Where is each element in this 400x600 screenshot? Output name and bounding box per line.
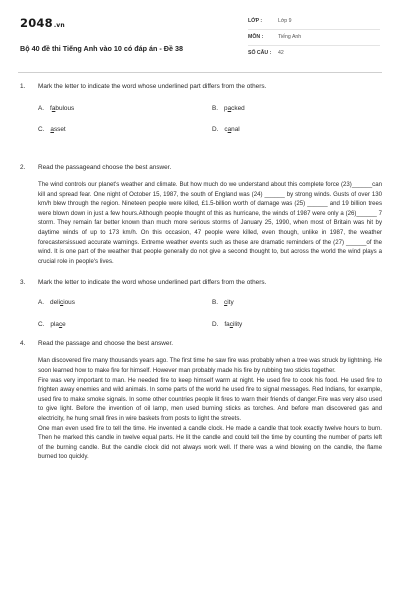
underlined-part: c xyxy=(229,321,233,329)
option-d[interactable] xyxy=(212,126,240,133)
underlined-part: c xyxy=(60,299,64,307)
meta-row-class xyxy=(248,14,380,30)
meta-value: Tiếng Anh xyxy=(278,34,302,40)
word-part: pla xyxy=(50,321,59,329)
option-b[interactable] xyxy=(212,299,234,306)
underlined-part: a xyxy=(227,126,232,133)
header-divider xyxy=(18,72,382,73)
underlined-part: a xyxy=(227,105,232,112)
option-c[interactable] xyxy=(38,126,66,133)
meta-row-count xyxy=(248,46,380,62)
word-part: p xyxy=(224,105,228,112)
option-letter: D. xyxy=(212,126,219,133)
option-letter: A. xyxy=(38,105,45,112)
word-part: ious xyxy=(63,299,75,307)
meta-row-subject xyxy=(248,30,380,46)
question-prompt: Mark the letter to indicate the word whose underlined part differs from the others. xyxy=(38,279,267,287)
site-logo[interactable] xyxy=(20,16,65,30)
document-title: Bộ 40 đề thi Tiếng Anh vào 10 có đáp án - Đề 38 xyxy=(20,44,183,53)
question-number: 1. xyxy=(20,83,26,90)
word-part: nal xyxy=(231,126,240,133)
word-part: ility xyxy=(232,321,243,329)
meta-key: MÔN : xyxy=(248,34,264,40)
word-part: deli xyxy=(50,299,60,307)
question-1 xyxy=(20,82,382,91)
meta-table xyxy=(248,14,380,62)
option-letter: D. xyxy=(212,321,219,329)
option-c[interactable] xyxy=(38,321,66,328)
underlined-part: a xyxy=(50,126,54,133)
option-letter: C. xyxy=(38,126,45,133)
meta-key: SỐ CÂU : xyxy=(248,50,272,56)
word-part: f xyxy=(50,105,52,112)
option-a[interactable] xyxy=(38,299,75,306)
option-letter: B. xyxy=(212,105,219,112)
option-a[interactable] xyxy=(38,105,74,112)
word-part: bulous xyxy=(55,105,75,112)
reading-passage xyxy=(20,356,382,462)
option-letter: A. xyxy=(38,299,45,307)
question-3-options xyxy=(20,287,382,333)
option-b[interactable] xyxy=(212,105,245,112)
document-header xyxy=(20,14,380,66)
passage-paragraph: Fire was very important to man. He needed fire to keep himself warm at night. He used fire to cook his food. He used fire to frighten away enemies and wild animals. In some parts of the world he used fire to signal messages. Red Indians, for example, used fire to make smoke signals. In some other countries people lit fires to warn their friends of danger.Fire was very also used to give light. Before the invention of oil lamp, men used burning sticks as torches. And before man discovered gas and electricity, he hung small fires in wire baskets from posts to light the streets. xyxy=(38,376,382,422)
meta-key: LỚP : xyxy=(248,18,263,24)
question-number: 4. xyxy=(20,340,26,348)
option-letter: B. xyxy=(212,299,219,307)
logo-main: 2048 xyxy=(20,16,53,30)
question-number: 2. xyxy=(20,164,26,171)
word-part: sset xyxy=(53,126,66,133)
meta-value: Lớp 9 xyxy=(278,18,292,24)
option-d[interactable] xyxy=(212,321,242,328)
question-prompt: Read the passage and choose the best answer. xyxy=(38,340,174,348)
passage-paragraph: Man discovered fire many thousands years ago. The first time he saw fire was probably when a tree was struck by lightning. He soon learned how to make fire for himself. However man probably made his fire by rubbing two sticks together. xyxy=(38,357,382,374)
underlined-part: c xyxy=(58,321,63,329)
underlined-part: c xyxy=(224,299,228,307)
word-part: cked xyxy=(231,105,245,112)
question-number: 3. xyxy=(20,279,26,287)
question-list xyxy=(20,80,382,462)
reading-passage: The wind controls our planet's weather and climate. But how much do we understand about this complete force (23)______can kill and spread fear. One night of October 15, 1987, the south of England was (24) ______ by strong winds. Gusts of over 130 km/h blew through the region. Nineteen people were killed, £1.5-billion worth of damage was (25) ______ and 19 billion trees were blown down in just a few hours.Although people thought of this as hurricane, the winds of 1987 were only a (26)______ 7 storm. They remain far better known than much more serious storms of January 25, 1990, when most of Britain was hit by daytime winds of up to 173 km/h. On this occasion, 47 people were killed, even though, unlike in 1987, the weather forecastersissued accurate warnings. Extreme weather events such as these are dramatic reminders of the (27) ______of the wind. It is one part of the weather that people generally do not give a second thought to, but across the world the wind plays a crucial role in people's lives. xyxy=(38,181,382,265)
underlined-part: a xyxy=(51,105,56,112)
question-prompt: Read the passageand choose the best answer. xyxy=(38,164,172,171)
passage-paragraph: One man even used fire to tell the time. He invented a candle clock. He made a candle that took exactly twelve hours to burn. Then he marked this candle in twelve equal parts. He lit the candle and could tell the time by counting the number of parts left of the burning candle. But the candle clock did not always work well. If there was a wind blowing on the candle, the flame burned too quickly. xyxy=(38,424,382,461)
logo-suffix: .vn xyxy=(53,22,65,29)
question-4 xyxy=(20,339,382,348)
option-letter: C. xyxy=(38,321,45,329)
question-1-options xyxy=(20,91,382,137)
question-3 xyxy=(20,278,382,287)
word-part: c xyxy=(224,126,228,133)
word-part: ity xyxy=(227,299,234,307)
word-part: fa xyxy=(224,321,230,329)
question-prompt: Mark the letter to indicate the word whose underlined part differs from the others. xyxy=(38,83,267,90)
meta-value: 42 xyxy=(278,50,284,56)
word-part: e xyxy=(62,321,66,329)
question-2 xyxy=(20,163,382,172)
